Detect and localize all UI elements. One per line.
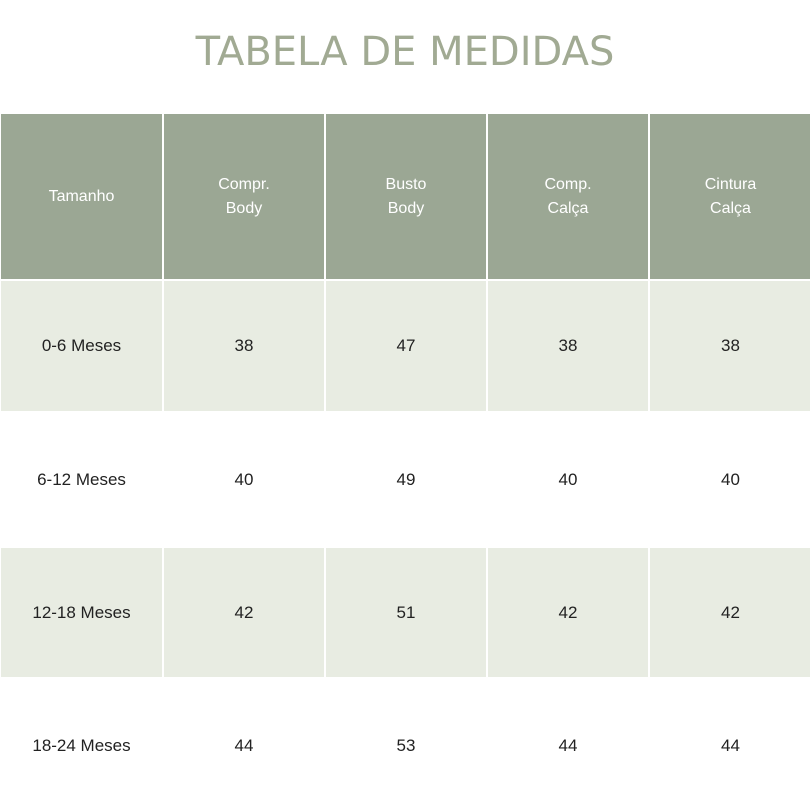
header-cell-tamanho: Tamanho bbox=[1, 114, 162, 279]
header-cell-busto-body: Busto Body bbox=[326, 114, 486, 279]
table-cell-size: 0-6 Meses bbox=[1, 281, 162, 411]
table-cell: 40 bbox=[488, 413, 648, 546]
table-cell: 47 bbox=[326, 281, 486, 411]
table-cell: 44 bbox=[164, 679, 324, 812]
table-cell: 42 bbox=[488, 548, 648, 677]
page-title: TABELA DE MEDIDAS bbox=[195, 29, 615, 75]
table-cell: 38 bbox=[164, 281, 324, 411]
table-cell: 44 bbox=[488, 679, 648, 812]
table-cell: 49 bbox=[326, 413, 486, 546]
table-cell: 38 bbox=[488, 281, 648, 411]
table-cell: 42 bbox=[650, 548, 810, 677]
header-cell-comp-calca: Comp. Calça bbox=[488, 114, 648, 279]
table-cell: 38 bbox=[650, 281, 810, 411]
table-cell: 51 bbox=[326, 548, 486, 677]
table-cell-size: 18-24 Meses bbox=[1, 679, 162, 812]
header-cell-cintura-calca: Cintura Calça bbox=[650, 114, 810, 279]
table-cell: 42 bbox=[164, 548, 324, 677]
table-cell: 53 bbox=[326, 679, 486, 812]
table-cell: 40 bbox=[164, 413, 324, 546]
table-cell-size: 12-18 Meses bbox=[1, 548, 162, 677]
table-cell: 40 bbox=[650, 413, 810, 546]
table-cell: 44 bbox=[650, 679, 810, 812]
table-cell-size: 6-12 Meses bbox=[1, 413, 162, 546]
header-cell-compr-body: Compr. Body bbox=[164, 114, 324, 279]
size-chart-table bbox=[1, 114, 809, 812]
